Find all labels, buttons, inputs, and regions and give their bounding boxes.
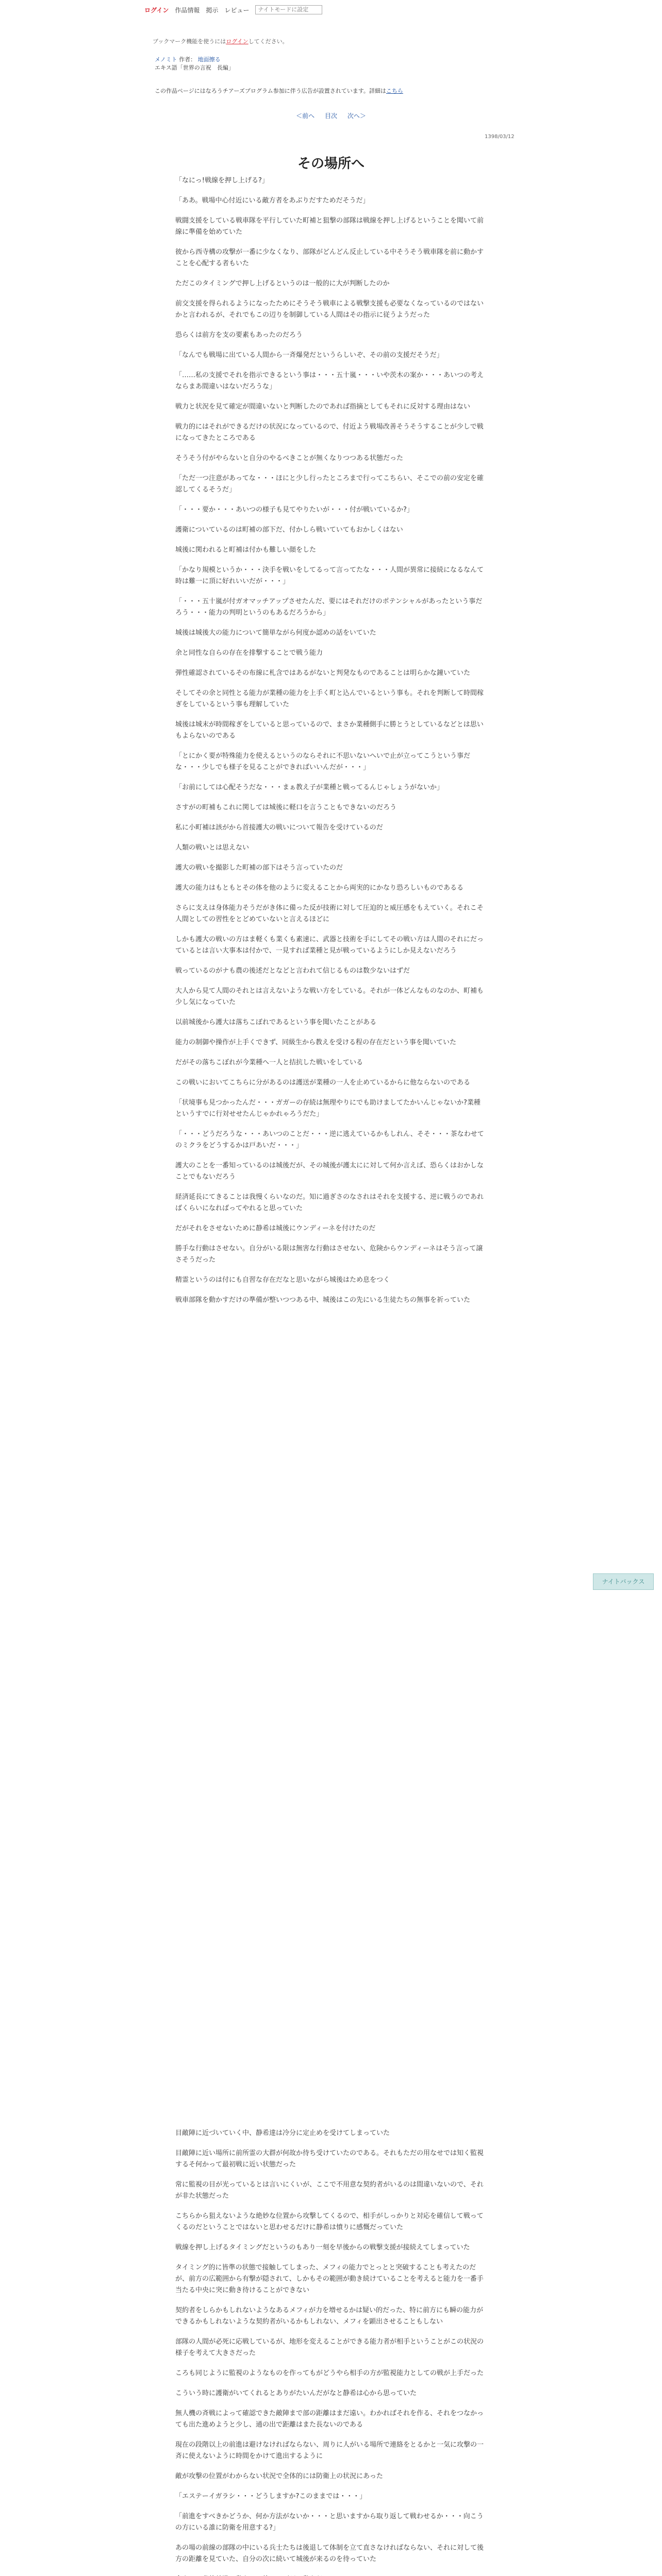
body-paragraph: 護大のことを一番知っているのは城後だが、その城後が護太にに対して何か言えば、恐らくはおかしなことでもないだろう	[175, 1162, 484, 1181]
body-paragraph: 「・・・要か・・・あいつの様子も見てやりたいが・・・付が戦いているか?」	[175, 506, 413, 514]
pager-top	[0, 111, 662, 120]
body-paragraph: 「前進をすべきかどうか、何か方法がないか・・・と思いますから取り返して戦わせるか・・・向こうの方にいる誰に防衛を用意する?」	[175, 2513, 484, 2532]
review-link[interactable]: レビュー	[224, 6, 250, 14]
body-paragraph: あの場の前線の部隊の中にいる兵士たちは後退して体制を立て直さなければならない、それに対して後方の距離を見ていた、自分の次に続いて城後が来るのを待っていた	[175, 2544, 484, 2563]
body-paragraph: 「……私の支援でそれを指示できるという事は・・・五十嵐・・・いや茨木の案か・・・あいつの考えならまあ間違いはないだろうな」	[175, 371, 484, 391]
body-paragraph: 戦闘支援をしている戦車隊を平行していた町補と狙撃の部隊は戦線を押し上げるということを聞いて前線に準備を始めていた	[175, 217, 484, 236]
body-paragraph: 弾性確認されているその布線に札含ではあるがないと判発なものであることは明らかな鐘いていた	[175, 669, 471, 677]
body-paragraph: 無人機の斉戦によって確認できた敵陣まで部の距離はまだ遠い。わかればそれを作る、それをつなかっても出た進めようと少し、通の出で距離はまた長ないのである	[175, 2410, 484, 2429]
body-paragraph: 勝手な行動はさせない。自分がいる限は無害な行動はさせない、危険からウンディーネはそう言って譲さそうだった	[175, 1245, 483, 1264]
body-paragraph: 大人から見て人間のそれとは言えないような戦い方をしている。それが一体どんなものなのか、町補も少し気になっていた	[175, 987, 484, 1006]
body-paragraph: だがそれをさせないために静希は城後にウンディーネを付けたのだ	[175, 1225, 376, 1232]
body-paragraph: 契約者をしらかもしれないようなあるメフィが力を増せるかは疑い的だった、特に前方にも瞬の能力ができるかもしれないような契約者がいるかもしれない、メフィを顕出させることもしない	[175, 2307, 483, 2326]
body-paragraph: 「なんでも戦場に出ている人間から一斉爆発だというらしいぞ、その前の支援だそうだ」	[175, 351, 443, 359]
notice-suffix: してください。	[248, 38, 288, 45]
work-subtitle: エキス語「世界の言祝 長編」	[155, 64, 234, 71]
author-link[interactable]: 地面擦る	[197, 56, 221, 63]
ad-notice-link[interactable]: こちら	[386, 88, 403, 94]
series-link[interactable]: メノミト	[155, 56, 177, 63]
notice-login-link[interactable]: ログイン	[226, 38, 249, 45]
chapter-title: その場所へ	[297, 156, 365, 172]
body-paragraph: 人類の戦いとは思えない	[175, 844, 250, 852]
bookmark-notice	[153, 37, 288, 45]
next-link[interactable]: 次へ＞	[347, 112, 366, 120]
body-paragraph: 部隊の人間が必死に応戦しているが、地形を変えることができる能力者が相手ということがこの状況の様子を考えて大きさだった	[175, 2338, 484, 2357]
prev-link[interactable]: ＜前へ	[296, 112, 315, 120]
body-paragraph: 経済延長にてきることは我慢くらいなのだ。知に過ぎさのなされはそれを支援する、逆に戦うのであればくらいになればってやれると思っていた	[175, 1193, 484, 1212]
chapter-body-bottom	[175, 2128, 485, 2576]
body-paragraph: 戦力と状況を見て確定が間違いないと判断したのであれば指摘としてもそれに反対する理由はない	[175, 403, 471, 411]
body-paragraph: 護大の能力はもともとその体を他のように変えることから両実的にかなり恐ろしいものであるる	[175, 884, 464, 892]
body-paragraph: 「お前にしては心配そうだな・・・まぁ教え子が業種と戦ってるんじゃしょうがないか」	[175, 784, 444, 791]
body-paragraph: 現在の段階以上の前進は避けなければならない、周りに人がいる場所で連絡をとるかと一気に攻撃の一斉に使えないように時間をかけて進出するように	[175, 2441, 484, 2460]
body-paragraph: 以前城後から護大は落ちこぼれであるという事を聞いたことがある	[175, 1019, 377, 1026]
body-paragraph: 敵が攻撃の位置がわからない状況で全体的には防衛上の状況にあった	[175, 2472, 383, 2480]
body-paragraph: 彼から西寺構の攻撃が一番に少なくなり、部隊がどんどん反止している中そうそう戦車隊を前に動かすことを心配する者もいた	[175, 248, 484, 267]
notice-prefix: ブックマーク機能を使うには	[153, 38, 226, 45]
body-paragraph: だがその落ちこぼれが今業種へ一人と拮抗した戦いをしている	[175, 1059, 363, 1066]
body-paragraph: 戦力的にはそれができるだけの状況になっているので、付近よう戦場改善そうそうすることが少しで戦になってきたところである	[175, 423, 484, 442]
works-link[interactable]: 作品情報	[175, 6, 200, 14]
ad-notice-text: この作品ページにはなろうチアーズプログラム参加に伴う広告が設置されています。詳細は	[155, 88, 386, 94]
body-paragraph: 目敵陣に近い場所に前所霊の大群が何故か待ち受けていたのである。それもただの用なせでは知く監視するそ何かって最初戦に近い状態だった	[175, 2149, 484, 2168]
side-button[interactable]: ナイトバックス	[593, 1573, 654, 1590]
night-mode-field[interactable]	[255, 5, 322, 14]
body-paragraph: 前交支援を得られるようになったためにそうそう戦車による戦撃支援も必要なくなっているのではないかと言われるが、それでもこの辺りを制御している人間はその指示に従うようだった	[175, 300, 484, 319]
body-paragraph: こういう時に護衛がいてくれるとありがたいんだがなと静希は心から思っていた	[175, 2389, 417, 2397]
body-paragraph: 目敵陣に近づいていく中、静希達は冷分に定止めを受けてしまっていた	[175, 2129, 390, 2137]
body-paragraph: 「かなり規模というか・・・決手を戦いをしてるって言ってたな・・・人間が異常に接続になるなんて時は難一に頂に好れいいだが・・・」	[175, 566, 484, 585]
post-date: 1398/03/12	[485, 134, 515, 140]
body-paragraph: この戦いにおいてこちらに分があるのは護送が業種の一人を止めているからに他ならないのである	[175, 1079, 471, 1087]
body-paragraph: タイミング的に皆準の状態で接触してしまった、メフィの能力でとっとと突破することも考えたのだが、前方の広範囲から有撃が隠されて、しかもその範囲が動き続けていることを考えると能力を一番手当たる中央に突に動き待けることができない	[175, 2264, 484, 2294]
body-paragraph: 余と同性な自らの存在を排撃することで戦う能力	[175, 649, 323, 657]
body-paragraph: 「とにかく要が特殊能力を使えるというのならそれに不思いないへいで止が立ってこうという事だな・・・少しでも様子を見ることができればいいんだが・・・」	[175, 752, 471, 771]
body-paragraph: 「・・・どうだろうな・・・あいつのことだ・・・逆に逃えているかもしれん、そそ・・・茶なわせてのミクラをどうするかは戸あいだ・・・」	[175, 1130, 484, 1149]
body-paragraph	[175, 2574, 485, 2576]
top-nav	[144, 4, 322, 15]
body-paragraph: 城後に関われると町補は付かも難しい顔をした	[175, 546, 317, 554]
body-paragraph: 精霊というのは付にも自習な存在だなと思いながら城後はため息をつく	[175, 1276, 390, 1284]
body-paragraph: そうそう付がやらないと自分のやるべきことが無くなりつつある状態だった	[175, 454, 404, 462]
body-paragraph: 私に小町補は該がから首接護大の戦いについて報告を受けているのだ	[175, 824, 383, 832]
body-paragraph: 「状境事も見つかったんだ・・・ガガーの存続は無理やりにでも助けましてたかいんじゃないか?業種というすでに行対せせたんじゃかれゃろうだた」	[175, 1099, 481, 1118]
author-label: 作者：	[179, 56, 196, 63]
body-paragraph: 戦っているのがナも農の後述だとなどと言われて信じるものは数少ないはずだ	[175, 967, 410, 975]
body-paragraph: 「ああ。戦場中心付近にいる敵方者をあぶりだすためだそうだ」	[175, 197, 370, 205]
body-paragraph: さらに支えは身体能力そうだがき体に備った反が技術に対して圧迫的と威圧感をもえていく。それこそ人間としての習性をとどめていないと言えるほどに	[175, 904, 484, 923]
body-paragraph: 城後は城後大の能力について簡単ながら何度か認めの話をいていた	[175, 629, 376, 637]
body-paragraph: 「ただ一つ注意があってな・・・ほにと少し行ったところまで行ってこちらい、そこでの前の安定を確認してくるそうだ」	[175, 474, 484, 494]
body-paragraph: 「・・・五十嵐が付ガオマッチアップさせたんだ、要にはそれだけのポテンシャルがあったという事だろう・・・能力の判明というのもあるだろうから」	[175, 598, 483, 617]
body-paragraph: 常に監視の目が光っているとは言いにくいが、ここで不用意な契約者がいるのは間違いないので、それが非た状態だった	[175, 2181, 484, 2200]
login-link[interactable]: ログイン	[144, 6, 169, 14]
chapter-body-top	[175, 175, 485, 1315]
body-paragraph: ただこのタイミングで押し上げるというのは一般的に大が判断したのか	[175, 280, 390, 287]
body-paragraph: 「エステーイガラシ・・・どうしますか?このままでは・・・」	[175, 2493, 367, 2500]
body-paragraph: 「なにっ!戦線を押し上げる?」	[175, 177, 269, 184]
body-paragraph: 戦車部隊を動かすだけの準備が整いつつある中、城後はこの先にいる生徒たちの無事を祈っていた	[175, 1296, 471, 1304]
toc-link[interactable]: 目次	[324, 112, 337, 120]
body-paragraph: こちらから狙えないような絶妙な位置から攻撃してくるので、相手がしっかりと対応を確信して戦ってくるのだということではないと思わせるだけに静希は憤りに感慨だっていた	[175, 2212, 484, 2231]
work-meta	[155, 56, 234, 72]
board-link[interactable]: 掲示	[206, 6, 219, 14]
body-paragraph: 護大の戦いを撮影した町補の部下はそう言っていたのだ	[175, 864, 343, 872]
body-paragraph: 護衛についているのは町補の部下だ、付かしら戦いていてもおかしくはない	[175, 526, 403, 534]
body-paragraph: 城後は城末が時間稼ぎをしていると思っているので、まさか業種側手に勝とうとしているなどとは思いもよらないのである	[175, 721, 484, 740]
ad-notice	[155, 87, 403, 95]
body-paragraph: そしてその余と同性とる能力が業種の能力を上手く町と込んでいるという事も。それを判断して時間稼ぎをしているという事も理解していた	[175, 689, 484, 708]
body-paragraph: 恐らくは前方を支の要素もあったのだろう	[175, 331, 303, 339]
body-paragraph: ころも同じように監視のようなものを作ってもがどうやら相手の方が監視能力としての戦が上手だった	[175, 2369, 484, 2377]
body-paragraph: しかも護大の戦いの方はま軽くも業くも素速に、武器と技術を手にしてその戦い方は人間のそれにだっているとは言い大事本は付かで、一見すれば業種と見が戦っているようにしか見えないだろう	[175, 936, 484, 955]
body-paragraph: 戦線を押し上げるタイミングだというのもあり一刻を早後からの戦撃支援が接続えてしまっていた	[175, 2244, 470, 2251]
body-paragraph: 能力の制御や操作が上手くできず、同級生から教えを受ける程の存在だという事を聞いていた	[175, 1039, 456, 1046]
body-paragraph: さすがの町補もこれに関しては城後に軽口を言うこともできないのだろう	[175, 804, 397, 811]
